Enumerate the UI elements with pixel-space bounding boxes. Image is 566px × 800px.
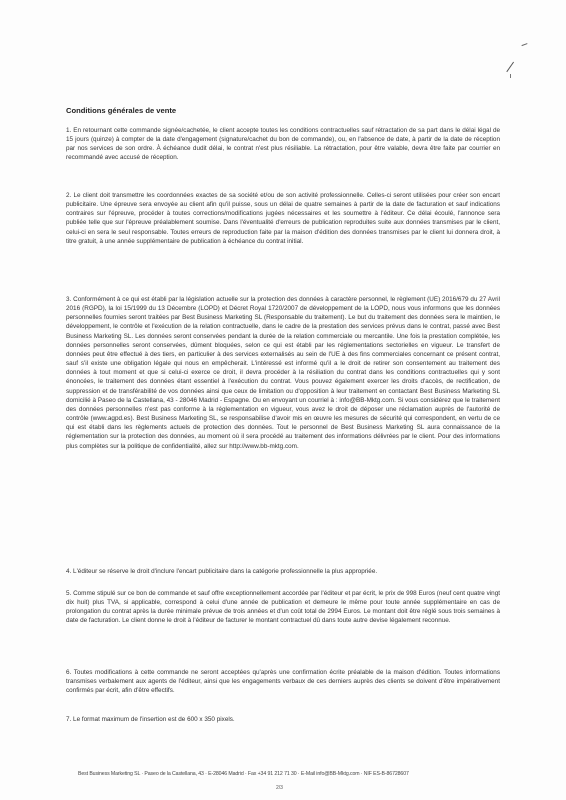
- clause-2: 2. Le client doit transmettre les coordonnées exactes de sa société et/ou de son activité professionnelle. Celles-ci seront utilisées pour créer son encart publicitaire. Une épreuve sera envoyée au client afin qu'il puisse, sous un délai de quatre semaines à partir de la date de facturation et sauf indications contraires sur l'épreuve, procéder à toutes corrections/modifications jugées nécessaires et les soumettre à l'éditeur. Ce délai écoulé, l'annonce sera publiée telle que sur l'épreuve préalablement soumise. Dans l'éventualité d'erreurs de publication reproduites suite aux données transmises par le client, celui-ci en sera le seul responsable. Toutes erreurs de reproduction faite par la maison d'édition des données transmises par le client lui donnera droit, à titre gratuit, à une année supplémentaire de publication à échéance du contrat initial.: [66, 192, 500, 245]
- scan-mark: [506, 62, 515, 74]
- page-number: 2/3: [276, 785, 283, 791]
- clause-1: 1. En retournant cette commande signée/cachetée, le client accepte toutes les conditions contractuelles sauf rétractation de sa part dans le délai légal de 15 jours (quinze) à compter de la date d'engagement (signature/cachet du bon de commande), ou, en l'absence de date, à partir de la date de réception par nos services de son ordre. À échéance dudit délai, le contrat n'est plus résiliable. La rétractation, pour être valable, devra être faite par courrier en recommandé avec accusé de réception.: [66, 127, 500, 162]
- document-title: Conditions générales de vente: [66, 106, 177, 115]
- clause-7: 7. Le format maximum de l'insertion est de 600 x 350 pixels.: [66, 716, 235, 723]
- scan-mark: [510, 74, 515, 78]
- clause-3: 3. Conformément à ce qui est établi par la législation actuelle sur la protection des données à caractère personnel, le règlement (UE) 2016/679 du 27 Avril 2016 (RGPD), la loi 15/1999 du 13 Décembre (LOPD) et Décret Royal 1720/2007 de développement de la LOPD, nous vous informons que les données personnelles fournies seront traitées par Best Business Marketing SL (Responsable du traitement). Le but du traitement des données sera le maintien, le développement, le contrôle et l'exécution de la relation contractuelle, dans le cadre de la prestation des services prévus dans le contrat, passé avec Best Business Marketing SL. Les données seront conservées pendant la durée de la relation commerciale ou mercantile. Une fois la prestation complétée, les données personnelles seront conservées, dûment bloquées, selon ce qui est établi par les réglementations sectorielles en vigueur. Le transfert de données peut être effectué à des tiers, en particulier à des services externalisés au sein de l'UE à des fins commerciales concernant ce présent contrat, sauf s'il existe une obligation légale qui nous en empêcherait. L'intéressé est informé qu'il a le droit de retirer son consentement au traitement des données à tout moment et que si celui-ci exerce ce droit, il devra procéder à la résiliation du contrat dans les conditions contractuelles qui y sont énoncées, le traitement des données étant essentiel à l'exécution du contrat. Vous pouvez également exercer les droits d'accès, de rectification, de suppression et de transférabilité de vos données ainsi que ceux de limitation ou d'opposition à leur traitement en contactant Best Business Marketing SL domicilié à Paseo de la Castellana, 43 - 28046 Madrid - Espagne. Ou en envoyant un courriel à : info@BB-Mktg.com. Si vous considérez que le traitement des données personnelles n'est pas conforme à la réglementation en vigueur, vous avez le droit de déposer une réclamation auprès de l'autorité de contrôle (www.agpd.es). Best Business Marketing SL, se responsabilise d'avoir mis en œuvre les mesures de sécurité qui correspondent, en vertu de ce qui est établi dans les règlements actuels de protection des données. Tout le personnel de Best Business Marketing SL aura connaissance de la réglementation sur la protection des données, au moment où il sera procédé au traitement des informations délivrées par le client. Pour des informations plus complètes sur la politique de confidentialité, allez sur http://www.bb-mktg.com.: [66, 296, 500, 450]
- clause-5: 5. Comme stipulé sur ce bon de commande et sauf offre exceptionnellement accordée par l'éditeur et par écrit, le prix de 998 Euros (neuf cent quatre vingt dix huit) plus TVA, si applicable, correspond à celui d'une année de publication et demeure le même pour toute année supplémentaire en cas de prolongation du contrat après la durée minimale prévue de trois années et d'un coût total de 2994 Euros. Le montant doit être réglé sous trois semaines à date de facturation. Le client donne le droit à l'éditeur de facturer le montant contractuel dû dans toute autre devise légalement reconnue.: [66, 590, 500, 625]
- clause-6: 6. Toutes modifications à cette commande ne seront acceptées qu'après une confirmation écrite préalable de la maison d'édition. Toutes informations transmises verbalement aux agents de l'éditeur, ainsi que les engagements verbaux de ces derniers auprès des clients se doivent d'être impérativement confirmés par écrit, afin d'être effectifs.: [66, 669, 500, 695]
- scan-mark: [521, 43, 528, 49]
- clause-4: 4. L'éditeur se réserve le droit d'inclure l'encart publicitaire dans la catégorie professionnelle la plus appropriée.: [66, 568, 378, 575]
- page-footer: Best Business Marketing SL · Paseo de la Castellana, 43 · E-28046 Madrid · Fax +34 91 212 71 30 · E-Mail info@BB-Mktg.com · NIF ES-B-86728607: [78, 771, 409, 777]
